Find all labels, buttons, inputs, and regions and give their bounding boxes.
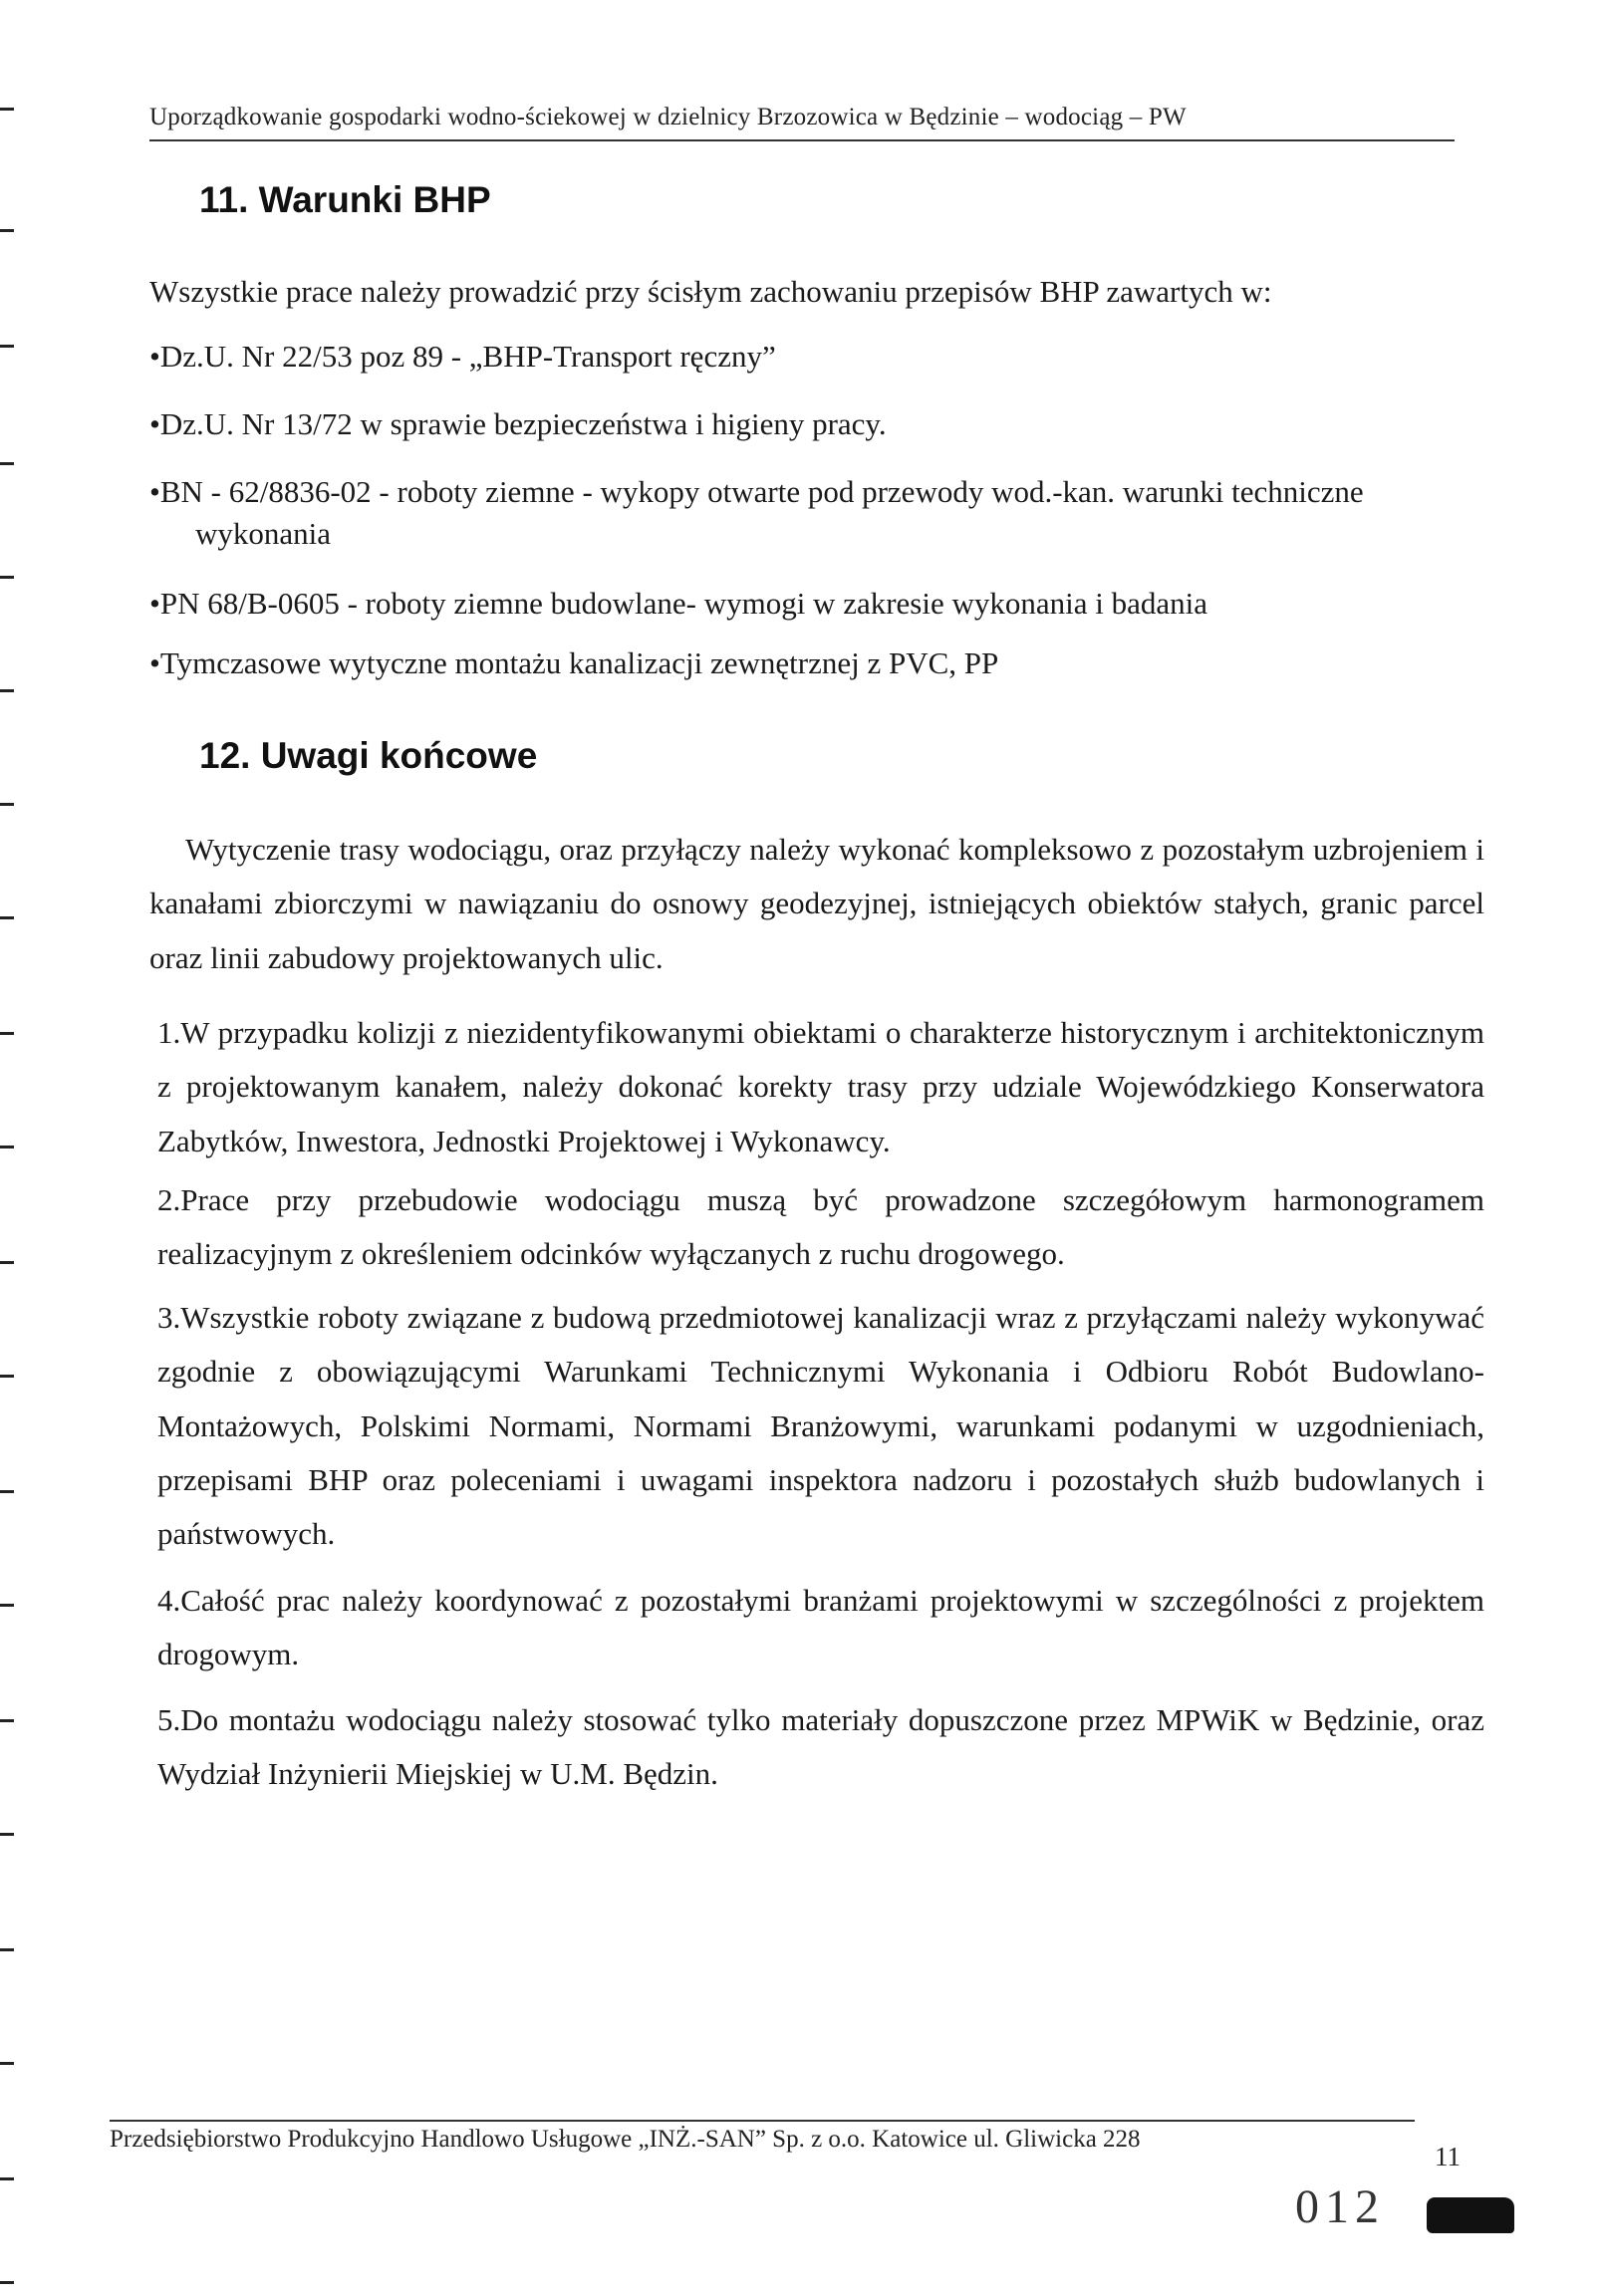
final-remark-item: 2.Prace przy przebudowie wodociągu muszą być prowadzone szczegółowym harmonogramem realizacyjnym z określeniem odcinków wyłączanych z ruchu drogowego. [157, 1182, 1484, 1272]
margin-tick [0, 1604, 14, 1607]
margin-tick [0, 803, 14, 806]
footer-rule [110, 2120, 1415, 2122]
bhp-regulation-item: •PN 68/B-0605 - roboty ziemne budowlane- wymogi w zakresie wykonania i badania [149, 586, 1208, 621]
footer-company: Przedsiębiorstwo Produkcyjno Handlowo Usługowe „INŻ.-SAN” Sp. z o.o. Katowice ul. Gliwicka 228 [110, 2126, 1141, 2153]
margin-tick [0, 2062, 14, 2065]
stamp-number: 012 [1295, 2180, 1385, 2233]
margin-tick [0, 689, 14, 692]
bhp-regulation-item: •Dz.U. Nr 22/53 poz 89 - „BHP-Transport ręczny” [149, 339, 776, 374]
section-12-title: 12. Uwagi końcowe [199, 735, 538, 776]
section-11-intro: Wszystkie prace należy prowadzić przy ścisłym zachowaniu przepisów BHP zawartych w: [149, 274, 1272, 309]
final-remark-item: 4.Całość prac należy koordynować z pozostałymi branżami projektowymi w szczególności z projektem drogowym. [157, 1583, 1484, 1672]
margin-tick [0, 462, 14, 465]
final-remark-item: 1.W przypadku kolizji z niezidentyfikowanymi obiektami o charakterze historycznym i architektonicznym z projektowanym kanałem, należy dokonać korekty trasy przy udziale Wojewódzkiego Konserwatora Zabytków, Inwestora, Jednostki Projektowej i Wykonawcy. [157, 1015, 1484, 1158]
margin-tick [0, 1833, 14, 1836]
margin-tick [0, 1719, 14, 1722]
margin-tick [0, 1490, 14, 1493]
bhp-regulation-item: •Dz.U. Nr 13/72 w sprawie bezpieczeństwa i higieny pracy. [149, 406, 887, 441]
margin-tick [0, 1375, 14, 1378]
document-header: Uporządkowanie gospodarki wodno-ściekowej w dzielnicy Brzozowica w Będzinie – wodociąg – PW [149, 104, 1187, 130]
bhp-regulation-item: •Tymczasowe wytyczne montażu kanalizacji zewnętrznej z PVC, PP [149, 645, 999, 680]
margin-tick [0, 2281, 14, 2284]
margin-tick [0, 916, 14, 919]
bhp-regulation-item-continuation: wykonania [195, 516, 332, 551]
margin-tick [0, 1032, 14, 1035]
margin-tick [0, 1948, 14, 1951]
page-number: 11 [1435, 2142, 1461, 2171]
final-remark-item: 3.Wszystkie roboty związane z budową przedmiotowej kanalizacji wraz z przyłączami należy wykonywać zgodnie z obowiązującymi Warunkami Technicznymi Wykonania i Odbioru Robót Budowlano-Montażowych, Polskimi Normami, Normami Branżowymi, warunkami podanymi w uzgodnieniach, przepisami BHP oraz poleceniami i uwagami inspektora nadzoru i pozostałych służb budowlanych i państwowych. [157, 1300, 1484, 1551]
margin-tick [0, 2177, 14, 2180]
margin-tick [0, 1146, 14, 1148]
margin-tick [0, 1261, 14, 1264]
header-rule [149, 139, 1455, 141]
redaction-mark [1427, 2197, 1514, 2233]
margin-tick [0, 576, 14, 579]
margin-tick [0, 229, 14, 232]
final-remark-item: 5.Do montażu wodociągu należy stosować tylko materiały dopuszczone przez MPWiK w Będzinie, oraz Wydział Inżynierii Miejskiej w U.M. Będzin. [157, 1702, 1484, 1792]
margin-tick [0, 345, 14, 348]
section-12-intro: Wytyczenie trasy wodociągu, oraz przyłączy należy wykonać kompleksowo z pozostałym uzbrojeniem i kanałami zbiorczymi w nawiązaniu do osnowy geodezyjnej, istniejących obiektów stałych, granic parcel oraz linii zabudowy projektowanych ulic. [149, 832, 1484, 975]
bhp-regulation-item: •BN - 62/8836-02 - roboty ziemne - wykopy otwarte pod przewody wod.-kan. warunki techniczne [149, 474, 1364, 509]
section-11-title: 11. Warunki BHP [199, 179, 491, 220]
margin-tick [0, 108, 14, 111]
